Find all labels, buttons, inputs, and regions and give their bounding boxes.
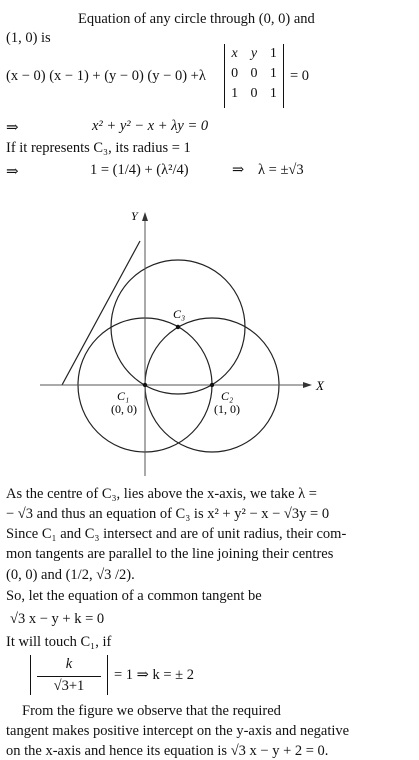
fraction-denominator: √3+1 (53, 678, 85, 694)
text-line-2: (1, 0) is (6, 30, 51, 46)
y-axis-arrowhead (142, 212, 148, 221)
lambda-value: λ = ±√3 (258, 162, 304, 178)
det-cell: 1 (269, 86, 277, 101)
det-cell: y (250, 46, 258, 61)
det-cell: 0 (231, 66, 239, 81)
text-para-5: (0, 0) and (1/2, √3 /2). (6, 567, 135, 583)
det-cell: 0 (250, 86, 258, 101)
tangent-equation: √3 x − y + k = 0 (10, 611, 105, 627)
label-c3: C₃ (173, 307, 186, 321)
y-axis-label: Y (131, 209, 138, 223)
radius-equation: 1 = (1/4) + (λ²/4) (90, 162, 189, 178)
text-para-9: From the figure we observe that the required (22, 703, 281, 719)
label-c1-coord: (0, 0) (111, 402, 137, 416)
implies-arrow: ⇒ (6, 120, 19, 136)
center-c2 (210, 383, 214, 387)
label-c2: C₂ (221, 389, 234, 403)
text-para-6: So, let the equation of a common tangent be (6, 588, 262, 604)
common-tangent (62, 241, 140, 385)
text-para-10: tangent makes positive intercept on the y-axis and negative (6, 723, 350, 739)
k-solution: = 1 ⇒ k = ± 2 (114, 667, 194, 683)
text-para-3: Since C₁ and C₃ intersect and are of unit radius, their com- (6, 526, 347, 542)
text-para-2: − √3 and thus an equation of C₃ is x² + y² − x − √3y = 0 (6, 506, 330, 522)
circles-figure (0, 198, 419, 478)
text-line-5: If it represents C₃, its radius = 1 (6, 140, 191, 156)
text-para-8: It will touch C₁, if (6, 634, 112, 650)
fraction-numerator: k (65, 656, 73, 672)
center-c1 (143, 383, 147, 387)
equation-rhs: = 0 (290, 68, 310, 84)
det-cell: x (231, 46, 238, 61)
center-c3 (176, 325, 180, 329)
det-cell: 1 (269, 46, 277, 61)
determinant (224, 44, 284, 108)
text-para-11: on the x-axis and hence its equation is √3 x − y + 2 = 0. (6, 743, 329, 759)
text-para-1: As the centre of C₃, lies above the x-axis, we take λ = (6, 486, 317, 502)
x-axis-arrowhead (303, 382, 312, 388)
x-axis-label: X (316, 378, 324, 393)
det-cell: 1 (231, 86, 239, 101)
label-c1: C₁ (117, 389, 130, 403)
equation-lhs: (x − 0) (x − 1) + (y − 0) (y − 0) +λ (6, 68, 206, 84)
text-para-4: mon tangents are parallel to the line joining their centres (6, 546, 334, 562)
circle-equation: x² + y² − x + λy = 0 (92, 118, 209, 134)
det-cell: 0 (250, 66, 258, 81)
det-cell: 1 (269, 66, 277, 81)
implies-arrow: ⇒ (232, 162, 245, 178)
text-line-1: Equation of any circle through (0, 0) and (78, 11, 315, 27)
label-c2-coord: (1, 0) (214, 402, 240, 416)
implies-arrow: ⇒ (6, 164, 19, 180)
distance-fraction (30, 655, 108, 695)
fraction-bar (37, 676, 101, 677)
